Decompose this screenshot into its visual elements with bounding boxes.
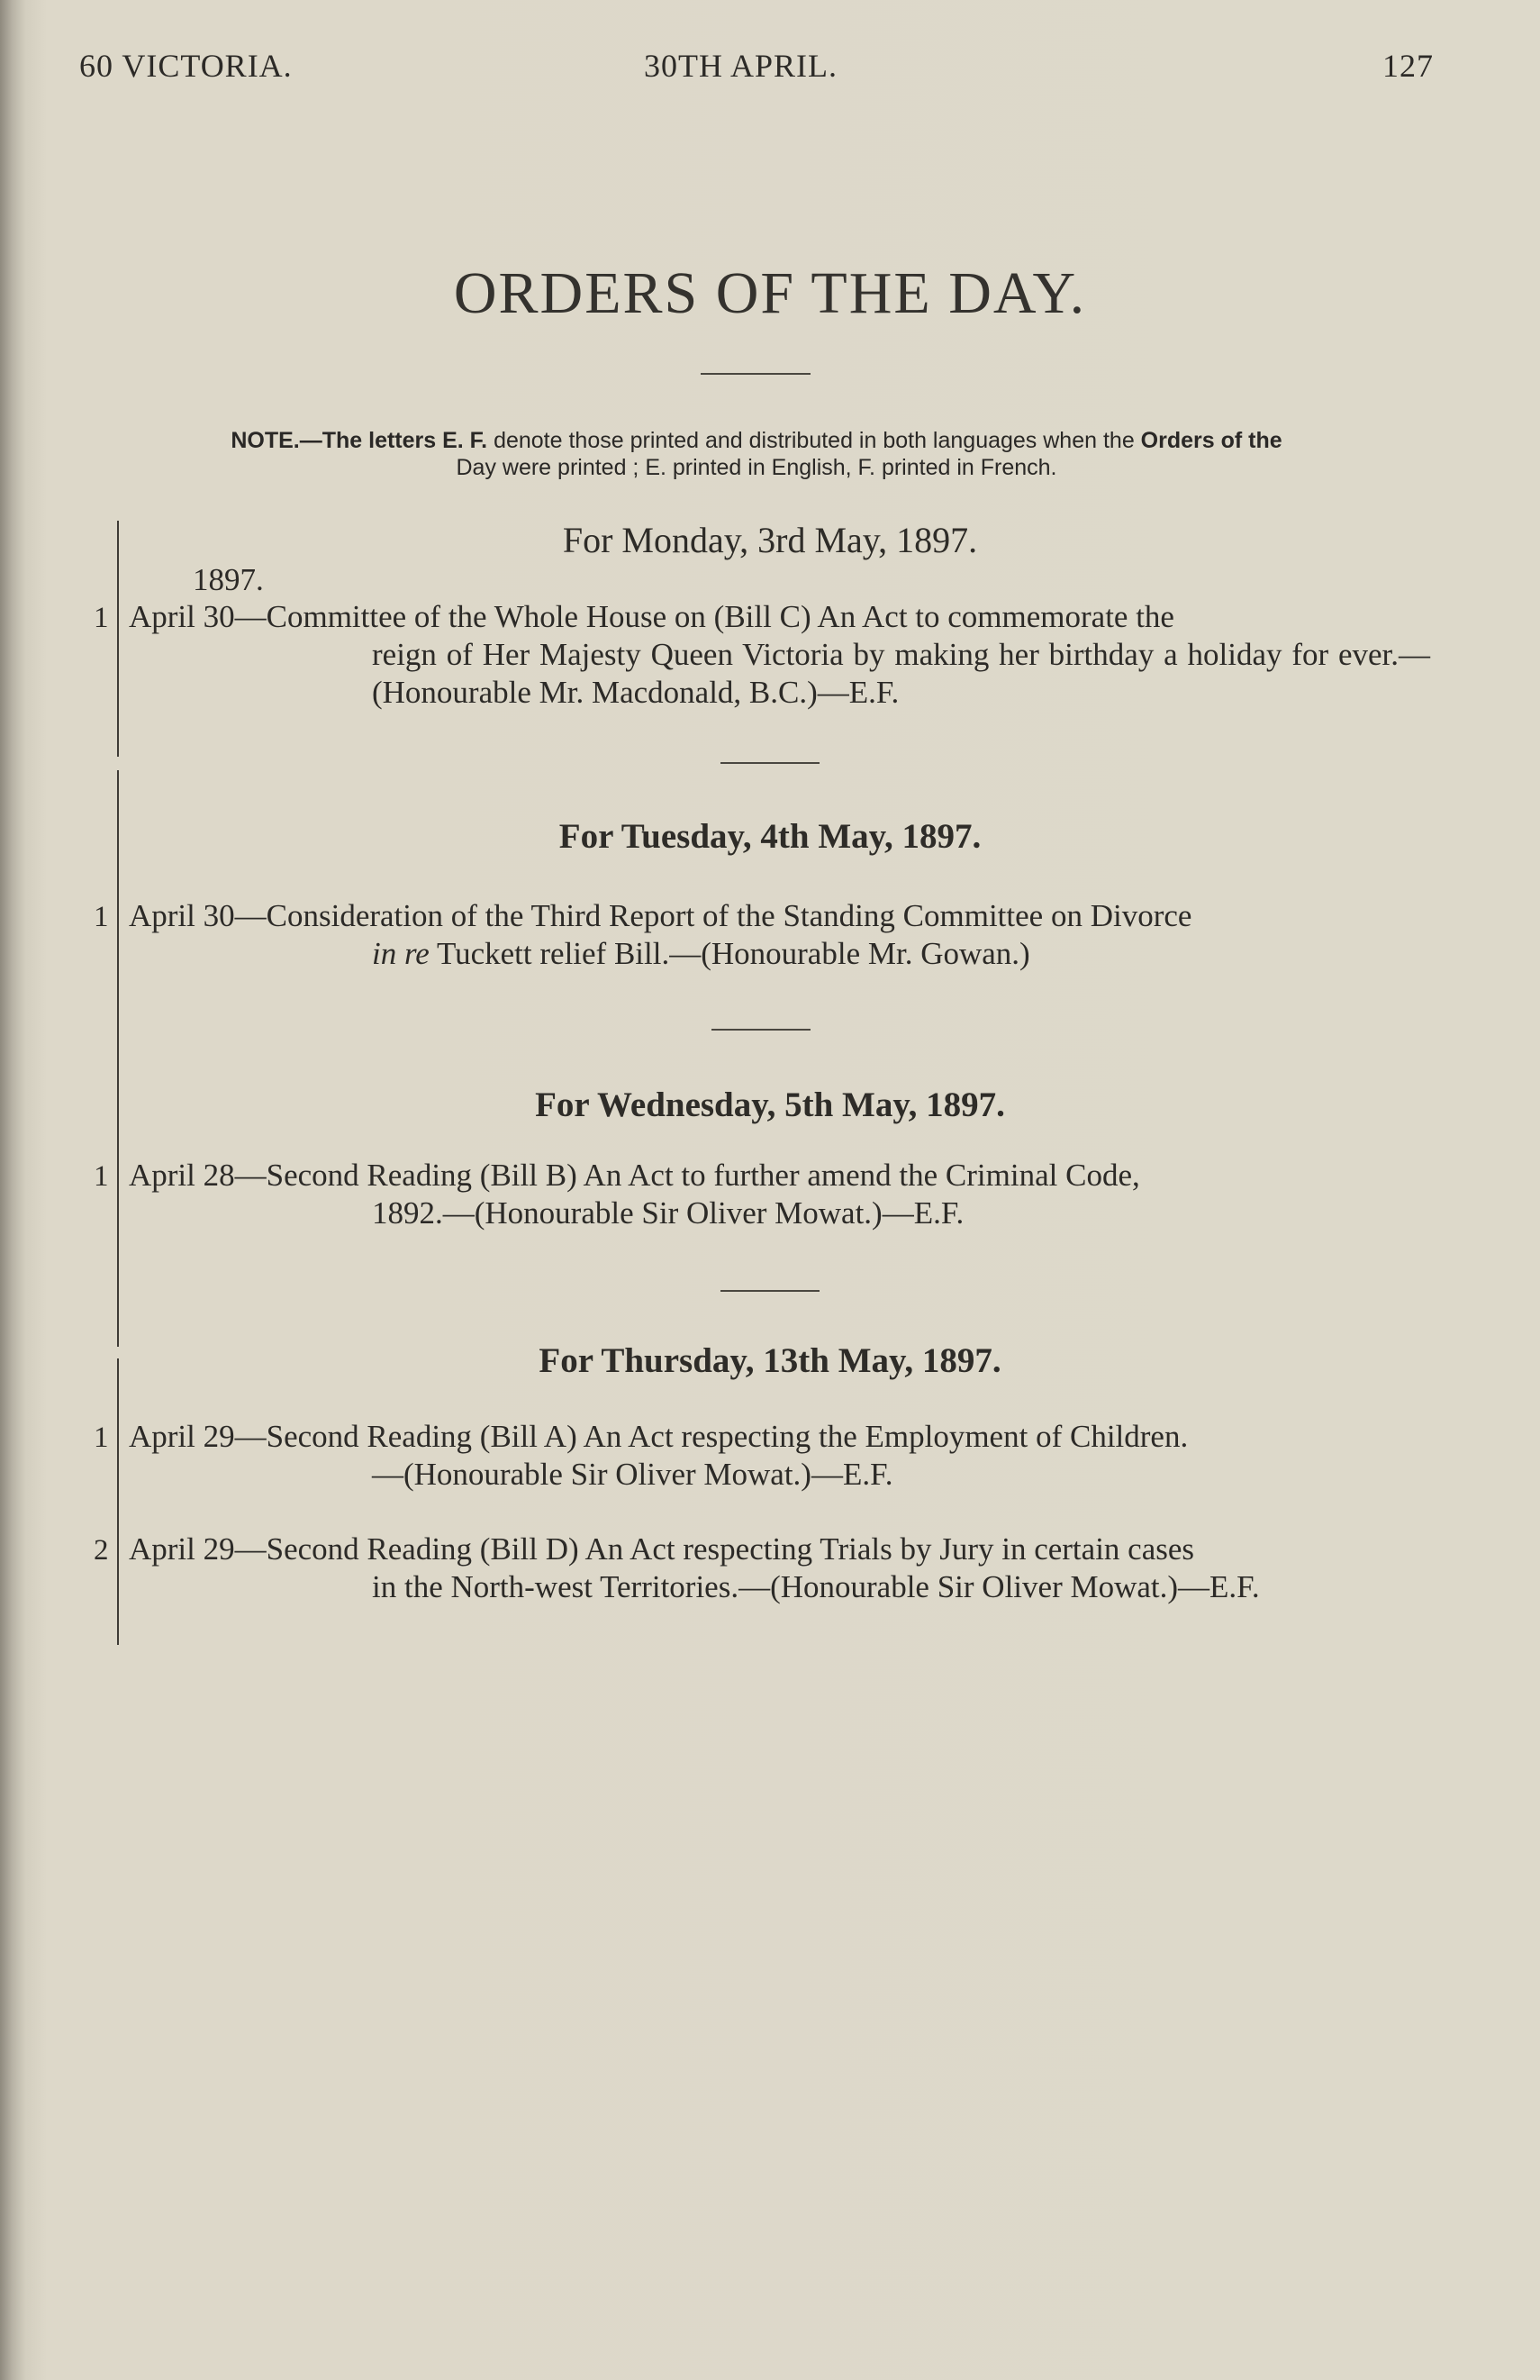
day-heading-wednesday: For Wednesday, 5th May, 1897.: [535, 1086, 1005, 1124]
entry-number: 1: [94, 602, 109, 634]
page-title: ORDERS OF THE DAY.: [453, 260, 1087, 326]
entry-number: 1: [94, 1160, 109, 1193]
note-bold-2: Orders of the: [1140, 428, 1282, 453]
note-paragraph: [90, 427, 1423, 481]
note-text-2: Day were printed ; E. printed in English, F. printed in French.: [456, 455, 1057, 480]
note-label: NOTE.—The letters E. F.: [231, 428, 488, 453]
italic-phrase: in re: [372, 936, 430, 971]
section-rule: [720, 1290, 820, 1292]
entry-continuation-text: Tuckett relief Bill.—(Honourable Mr. Gowan.): [429, 936, 1030, 971]
entry-line: April 28—Second Reading (Bill B) An Act to further amend the Criminal Code,: [129, 1158, 1140, 1193]
entry-line: April 30—Consideration of the Third Report of the Standing Committee on Divorce: [129, 898, 1192, 933]
order-entry: [129, 1157, 1430, 1232]
section-rule: [720, 762, 820, 764]
margin-rule-3: [117, 1358, 119, 1645]
entry-line: April 29—Second Reading (Bill A) An Act respecting the Employment of Children.: [129, 1419, 1189, 1454]
order-entry: [129, 897, 1430, 973]
entry-line: April 29—Second Reading (Bill D) An Act respecting Trials by Jury in certain cases: [129, 1531, 1195, 1567]
entry-line: April 30—Committee of the Whole House on (Bill C) An Act to commemorate the: [129, 599, 1174, 634]
page-number: 127: [1382, 48, 1434, 84]
order-entry: [129, 1418, 1430, 1494]
entry-continuation: reign of Her Majesty Queen Victoria by making her birthday a holiday for ever.—(Honourable Mr. Macdonald, B.C.)—E.F.: [372, 637, 1430, 710]
note-text-1: denote those printed and distributed in both languages when the: [487, 428, 1141, 453]
entry-number: 1: [94, 1422, 109, 1454]
entry-continuation: in the North-west Territories.—(Honourable Sir Oliver Mowat.)—E.F.: [372, 1569, 1260, 1604]
order-entry: [129, 1531, 1430, 1606]
order-entry: [129, 598, 1430, 712]
title-rule: [701, 373, 811, 375]
running-header-left: 60 VICTORIA.: [79, 48, 293, 84]
entry-number: 1: [94, 901, 109, 933]
entry-continuation: 1892.—(Honourable Sir Oliver Mowat.)—E.F.: [372, 1195, 965, 1231]
running-header-date: 30TH APRIL.: [644, 48, 838, 84]
day-heading-monday: For Monday, 3rd May, 1897.: [562, 520, 978, 560]
margin-rule-2: [117, 770, 119, 1347]
entry-continuation: [129, 935, 1430, 973]
year-label: 1897.: [193, 562, 264, 597]
day-heading-thursday: For Thursday, 13th May, 1897.: [539, 1341, 1001, 1380]
day-heading-tuesday: For Tuesday, 4th May, 1897.: [558, 817, 982, 856]
section-rule: [711, 1029, 811, 1031]
entry-continuation: —(Honourable Sir Oliver Mowat.)—E.F.: [372, 1457, 893, 1492]
entry-number: 2: [94, 1534, 109, 1567]
